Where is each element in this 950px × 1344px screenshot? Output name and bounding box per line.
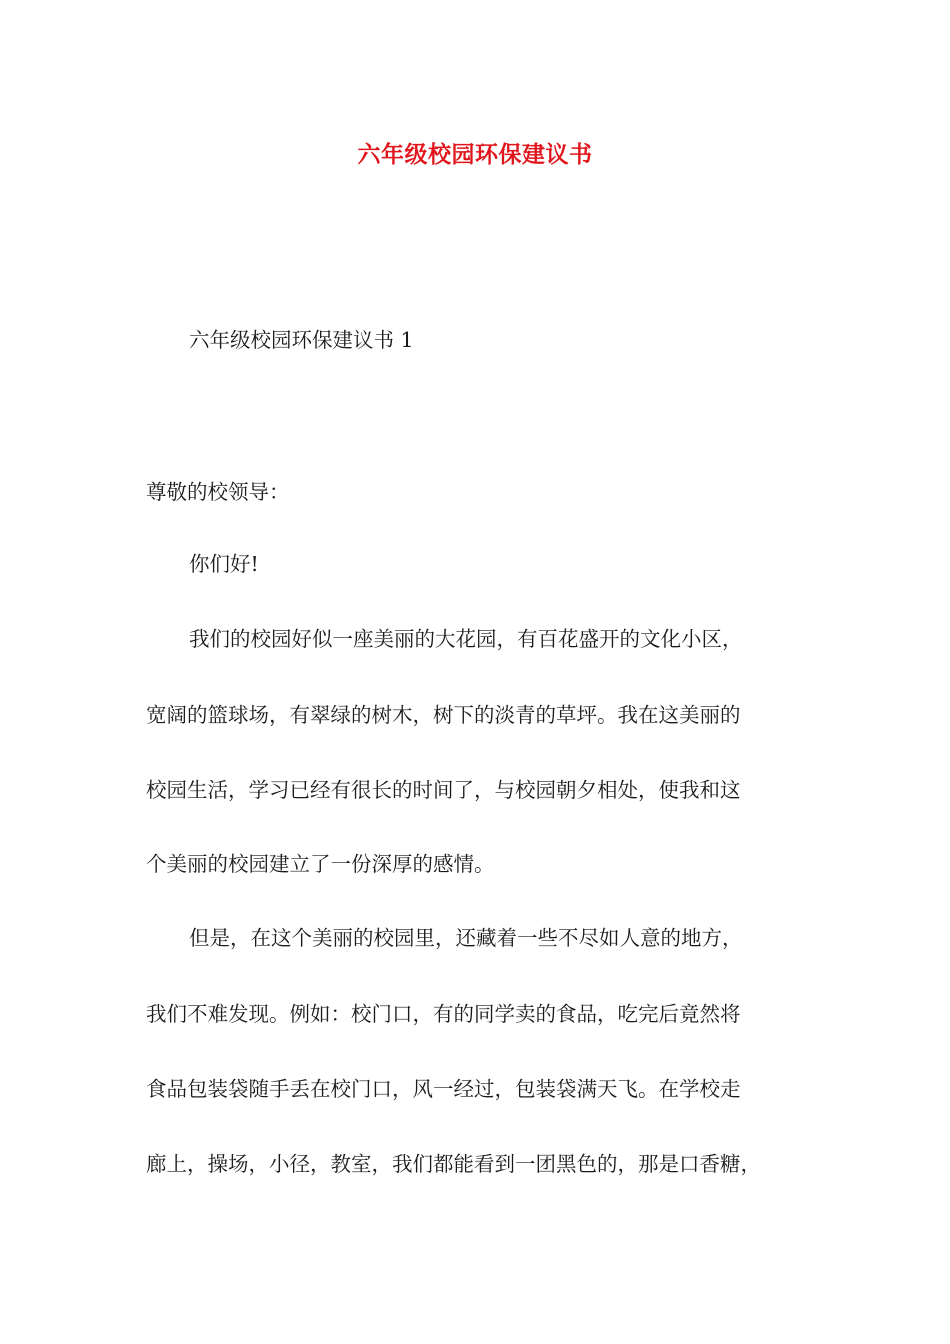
paragraph-line: 食品包装袋随手丢在校门口，风一经过，包装袋满天飞。在学校走 xyxy=(146,1077,741,1101)
paragraph-line: 校园生活，学习已经有很长的时间了，与校园朝夕相处，使我和这 xyxy=(146,778,741,802)
paragraph-line: 宽阔的篮球场，有翠绿的树木，树下的淡青的草坪。我在这美丽的 xyxy=(146,703,741,727)
document-title: 六年级校园环保建议书 xyxy=(357,142,593,168)
paragraph-line: 廊上，操场，小径，教室，我们都能看到一团黑色的，那是口香糖， xyxy=(146,1152,761,1176)
salutation: 尊敬的校领导： xyxy=(146,480,290,504)
paragraph-line: 但是，在这个美丽的校园里，还藏着一些不尽如人意的地方， xyxy=(189,926,743,950)
section-heading: 六年级校园环保建议书 1 xyxy=(189,328,414,352)
paragraph-line: 我们不难发现。例如：校门口，有的同学卖的食品，吃完后竟然将 xyxy=(146,1002,741,1026)
paragraph-line: 个美丽的校园建立了一份深厚的感情。 xyxy=(146,852,495,876)
greeting: 你们好! xyxy=(189,552,259,576)
paragraph-line: 我们的校园好似一座美丽的大花园，有百花盛开的文化小区， xyxy=(189,627,743,651)
